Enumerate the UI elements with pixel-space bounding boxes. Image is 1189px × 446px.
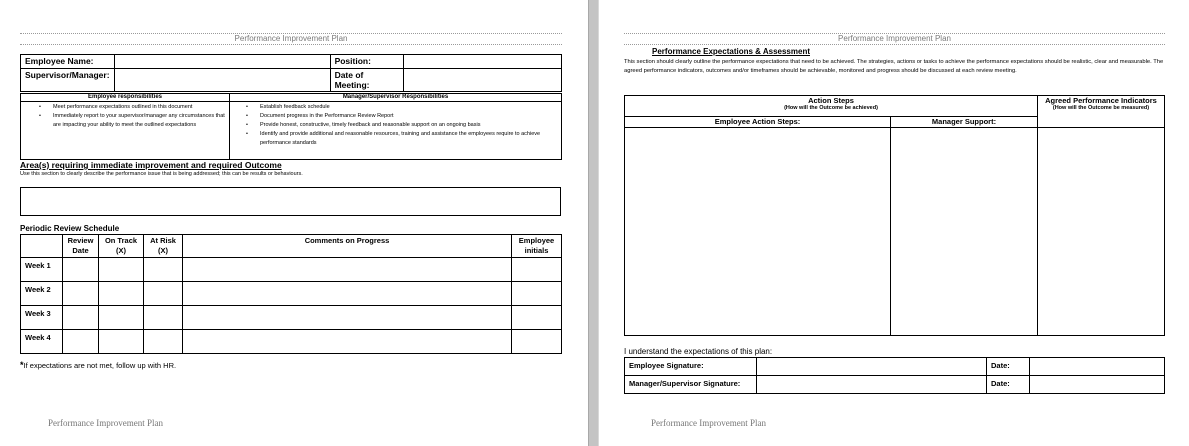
responsibilities-table: [20, 93, 562, 160]
indicators-cell[interactable]: [1038, 128, 1165, 336]
on-track-header: On Track (X): [99, 235, 144, 258]
page-2: [599, 0, 1189, 446]
comments-header: Comments on Progress: [183, 235, 512, 258]
at-risk-cell[interactable]: [144, 306, 183, 330]
employee-date-field[interactable]: [1030, 358, 1165, 376]
employee-signature-label: Employee Signature:: [625, 358, 757, 376]
areas-input-box[interactable]: [20, 187, 561, 216]
supervisor-field[interactable]: [114, 69, 330, 92]
initials-header: Employee initials: [512, 235, 562, 258]
at-risk-cell[interactable]: [144, 330, 183, 354]
employee-responsibilities-header: Employee responsibilities: [21, 94, 230, 102]
comments-cell[interactable]: [183, 306, 512, 330]
supervisor-label: Supervisor/Manager:: [21, 69, 115, 92]
employee-date-label: Date:: [987, 358, 1030, 376]
at-risk-header: At Risk (X): [144, 235, 183, 258]
on-track-cell[interactable]: [99, 258, 144, 282]
review-schedule-table: [20, 234, 562, 354]
at-risk-cell[interactable]: [144, 282, 183, 306]
on-track-cell[interactable]: [99, 330, 144, 354]
initials-cell[interactable]: [512, 330, 562, 354]
at-risk-cell[interactable]: [144, 258, 183, 282]
on-track-cell[interactable]: [99, 282, 144, 306]
page-gutter: [588, 0, 599, 446]
list-item: • Document progress in the Performance Review Report: [232, 112, 559, 121]
week-label: Week 3: [21, 306, 63, 330]
manager-signature-field[interactable]: [757, 376, 987, 394]
employee-responsibilities-list: [21, 102, 230, 160]
date-of-meeting-label: Date of Meeting:: [330, 69, 403, 92]
initials-cell[interactable]: [512, 282, 562, 306]
date-of-meeting-field[interactable]: [403, 69, 561, 92]
page-1: [0, 0, 588, 446]
comments-cell[interactable]: [183, 282, 512, 306]
employee-action-steps-header: Employee Action Steps:: [625, 117, 891, 128]
list-item: • Identify and provide additional and reasonable resources, training and assistance the employees require to achieve performance standards: [232, 130, 559, 148]
on-track-cell[interactable]: [99, 306, 144, 330]
indicators-subtitle: (How will the Outcome be measured): [1052, 105, 1150, 111]
review-date-cell[interactable]: [63, 306, 99, 330]
hr-note: [20, 360, 176, 370]
indicators-header: [1038, 96, 1165, 128]
indicators-title: Agreed Performance Indicators: [1045, 96, 1157, 105]
action-steps-title: Action Steps: [808, 96, 854, 105]
week-label: Week 4: [21, 330, 63, 354]
employee-name-label: Employee Name:: [21, 55, 115, 69]
manager-support-header: Manager Support:: [891, 117, 1038, 128]
areas-title: Area(s) requiring immediate improvement and required Outcome: [20, 160, 282, 170]
position-field[interactable]: [403, 55, 561, 69]
expectations-intro: This section should clearly outline the performance expectations that need to be achieved. The strategies, actions or tasks to achieve the performance expectations should be realistic, clear and measurable. The agreed performance indicators, outcomes and/or timeframes should be achievable, monitored and progress should be discussed at each review meeting.: [624, 59, 1164, 74]
manager-date-field[interactable]: [1030, 376, 1165, 394]
review-date-header: Review Date: [63, 235, 99, 258]
employee-name-field[interactable]: [114, 55, 330, 69]
week-label: Week 2: [21, 282, 63, 306]
page-footer: Performance Improvement Plan: [48, 418, 163, 428]
manager-date-label: Date:: [987, 376, 1030, 394]
asterisk: *: [20, 360, 24, 370]
page-footer: Performance Improvement Plan: [651, 418, 766, 428]
action-steps-subtitle: (How will the Outcome be achieved): [784, 105, 878, 111]
employee-action-steps-cell[interactable]: [625, 128, 891, 336]
list-item: • Immediately report to your supervisor/manager any circumstances that are impacting your ability to meet the outlined expectations: [23, 112, 227, 130]
review-date-cell[interactable]: [63, 330, 99, 354]
expectations-title: Performance Expectations & Assessment: [652, 47, 810, 56]
initials-cell[interactable]: [512, 306, 562, 330]
week-label: Week 1: [21, 258, 63, 282]
action-steps-table: [624, 95, 1165, 336]
areas-description: Use this section to clearly describe the performance issue that is being addressed; this can be results or behaviours.: [20, 171, 303, 177]
week-col-header: [21, 235, 63, 258]
review-date-cell[interactable]: [63, 258, 99, 282]
review-title: Periodic Review Schedule: [20, 224, 120, 233]
action-steps-header: [625, 96, 1038, 117]
hr-note-text: If expectations are not met, follow up with HR.: [23, 361, 177, 370]
table-row: [21, 258, 562, 282]
manager-responsibilities-header: Manager/Supervisor Responsibilities: [230, 94, 562, 102]
comments-cell[interactable]: [183, 258, 512, 282]
review-date-cell[interactable]: [63, 282, 99, 306]
signature-table: [624, 357, 1165, 394]
list-item: • Meet performance expectations outlined in this document: [23, 103, 227, 112]
manager-support-cell[interactable]: [891, 128, 1038, 336]
position-label: Position:: [330, 55, 403, 69]
initials-cell[interactable]: [512, 258, 562, 282]
table-row: [21, 306, 562, 330]
understand-statement: I understand the expectations of this plan:: [624, 347, 773, 356]
comments-cell[interactable]: [183, 330, 512, 354]
table-row: [21, 282, 562, 306]
manager-responsibilities-list: [230, 102, 562, 160]
table-row: [21, 330, 562, 354]
page-header: Performance Improvement Plan: [624, 33, 1165, 45]
employee-signature-field[interactable]: [757, 358, 987, 376]
page-header: Performance Improvement Plan: [20, 33, 562, 45]
employee-info-table: [20, 54, 562, 92]
list-item: • Provide honest, constructive, timely feedback and reasonable support on an ongoing basis: [232, 121, 559, 130]
manager-signature-label: Manager/Supervisor Signature:: [625, 376, 757, 394]
list-item: • Establish feedback schedule: [232, 103, 559, 112]
